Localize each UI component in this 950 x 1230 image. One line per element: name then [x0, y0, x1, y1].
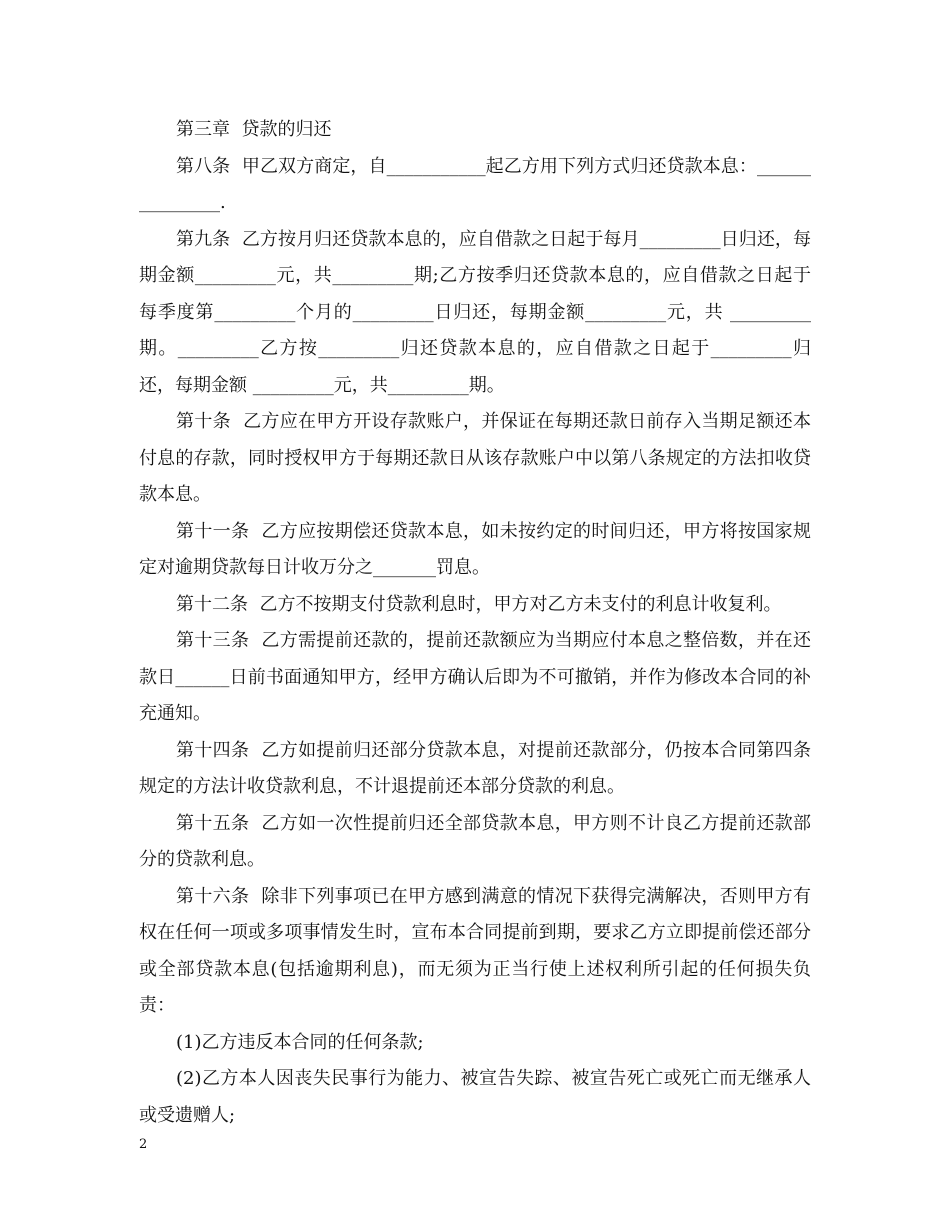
article-13: 第十三条 乙方需提前还款的，提前还款额应为当期应付本息之整倍数，并在还款日______日前书面通知甲方，经甲方确认后即为不可撤销，并作为修改本合同的补充通知。: [139, 630, 811, 724]
article-15: 第十五条 乙方如一次性提前归还全部贷款本息，甲方则不计良乙方提前还款部分的贷款利息。: [139, 812, 811, 870]
article-16-item-1: (1)乙方违反本合同的任何条款;: [176, 1031, 424, 1053]
article-16-item-2: (2)乙方本人因丧失民事行为能力、被宣告失踪、被宣告死亡或死亡而无继承人或受遗赠人;: [139, 1068, 811, 1126]
article-8: 第八条 甲乙双方商定，自___________起乙方用下列方式归还贷款本息：_______________.: [139, 155, 811, 213]
article-16: 第十六条 除非下列事项已在甲方感到满意的情况下获得完满解决，否则甲方有权在任何一项或多项事情发生时，宣布本合同提前到期，要求乙方立即提前偿还部分或全部贷款本息(包括逾期利息)，而无须为正当行使上述权利所引起的任何损失负责：: [139, 885, 811, 1016]
article-10: 第十条 乙方应在甲方开设存款账户，并保证在每期还款日前存入当期足额还本付息的存款，同时授权甲方于每期还款日从该存款账户中以第八条规定的方法扣收贷款本息。: [139, 411, 811, 505]
chapter-heading: 第三章 贷款的归还: [176, 119, 332, 140]
article-12: 第十二条 乙方不按期支付贷款利息时，甲方对乙方未支付的利息计收复利。: [176, 593, 782, 615]
document-body: [139, 112, 811, 1134]
article-9: 第九条 乙方按月归还贷款本息的，应自借款之日起于每月_________日归还，每期金额_________元，共_________期;乙方按季归还贷款本息的，应自借款之日起于每季度第_________个月的_________日归还，每期金额_________元，共 _________期。_________乙方按_________归还贷款本息的，应自借款之日起于_________归还，每期金额 _________元，共_________期。: [139, 228, 811, 396]
article-11: 第十一条 乙方应按期偿还贷款本息，如未按约定的时间归还，甲方将按国家规定对逾期贷款每日计收万分之_______罚息。: [139, 520, 811, 578]
page-number: 2: [139, 1137, 148, 1152]
article-14: 第十四条 乙方如提前归还部分贷款本息，对提前还款部分，仍按本合同第四条规定的方法计收贷款利息，不计退提前还本部分贷款的利息。: [139, 739, 811, 797]
